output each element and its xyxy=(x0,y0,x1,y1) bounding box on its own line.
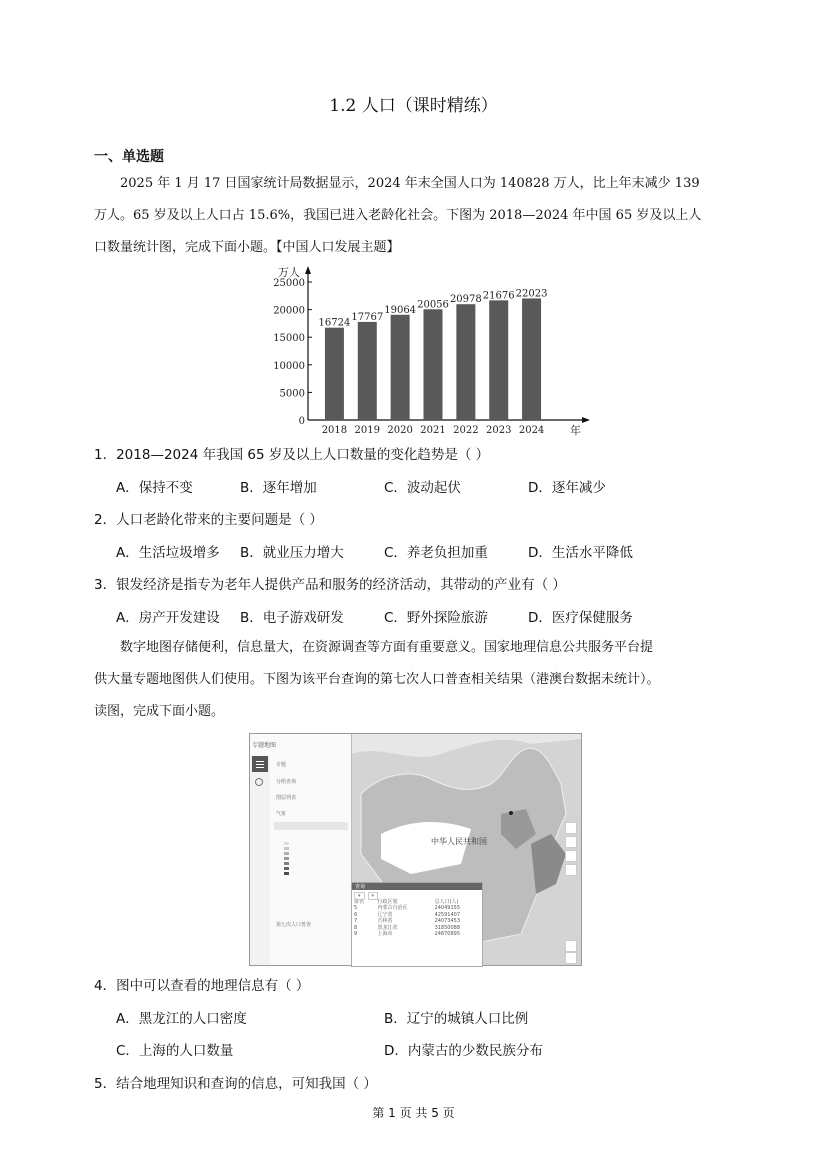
legend-swatch xyxy=(284,867,289,870)
table-header-row: 排名 行政区划 总人口(人) xyxy=(354,899,459,905)
sidebar-header: 专题地图 xyxy=(252,742,277,749)
legend-swatch xyxy=(284,852,289,855)
q3-option-b[interactable]: B．电子游戏研发 xyxy=(240,610,344,626)
passage-1-line: 2025 年 1 月 17 日国家统计局数据显示，2024 年末全国人口为 140828 万人，比上年末减少 139 xyxy=(120,176,700,191)
passage-2-line: 读图，完成下面小题。 xyxy=(94,704,225,719)
zoom-in-button[interactable] xyxy=(565,940,577,952)
data-label: 19064 xyxy=(384,304,417,316)
bar xyxy=(424,309,443,420)
legend-swatch xyxy=(284,872,289,875)
sidebar-item[interactable]: 专题 xyxy=(276,762,287,768)
map-tool-button[interactable] xyxy=(565,850,577,862)
data-label: 20056 xyxy=(417,299,449,311)
bar xyxy=(522,298,541,420)
map-tool-button[interactable] xyxy=(565,836,577,848)
filter-select[interactable]: ▾ xyxy=(354,892,365,900)
map-sidebar xyxy=(250,734,352,965)
passage-2-line: 供大量专题地图供人们使用。下图为该平台查询的第七次人口普查相关结果（港澳台数据未统计）。 xyxy=(94,672,660,687)
panel-title: 查询 xyxy=(352,883,482,890)
map-tool-button[interactable] xyxy=(565,864,577,876)
data-label: 16724 xyxy=(318,317,351,329)
y-tick-label: 20000 xyxy=(273,305,305,317)
map-platform-screenshot xyxy=(249,733,582,966)
y-tick-label: 10000 xyxy=(273,360,305,372)
x-tick-label: 2022 xyxy=(453,425,479,436)
question-1: 1．2018—2024 年我国 65 岁及以上人口数量的变化趋势是（ ） xyxy=(94,447,490,463)
result-table xyxy=(352,899,482,937)
data-label: 17767 xyxy=(351,311,384,323)
table-row[interactable]: 7 吉林省 24073453 xyxy=(354,918,461,925)
query-result-panel xyxy=(351,882,483,967)
x-axis-label: 年 xyxy=(570,424,581,437)
q1-option-d[interactable]: D．逐年减少 xyxy=(528,480,606,496)
country-label: 中华人民共和国 xyxy=(431,837,487,846)
q1-option-b[interactable]: B．逐年增加 xyxy=(240,480,317,496)
bar xyxy=(391,315,410,420)
bar xyxy=(456,304,475,420)
question-2: 2．人口老龄化带来的主要问题是（ ） xyxy=(94,512,323,528)
question-5: 5．结合地理知识和查询的信息，可知我国（ ） xyxy=(94,1076,377,1092)
y-tick-label: 5000 xyxy=(279,388,305,400)
map-tool-button[interactable] xyxy=(565,822,577,834)
sidebar-item-selected[interactable] xyxy=(274,822,348,830)
table-row[interactable]: 5 内蒙古自治区 24049155 xyxy=(354,905,461,912)
data-label: 21676 xyxy=(482,290,515,302)
passage-1-line: 万人。65 岁及以上人口占 15.6%，我国已进入老龄化社会。下图为 2018—2024 年中国 65 岁及以上人 xyxy=(94,208,702,223)
beijing-marker xyxy=(509,811,513,815)
x-tick-label: 2023 xyxy=(485,425,512,436)
search-icon[interactable] xyxy=(255,778,263,786)
data-label: 20978 xyxy=(449,294,482,306)
q1-option-c[interactable]: C．波动起伏 xyxy=(384,480,461,496)
legend-swatch xyxy=(284,847,289,850)
passage-2 xyxy=(94,632,734,728)
bar xyxy=(358,322,377,420)
x-tick-label: 2020 xyxy=(387,425,413,436)
q4-option-c[interactable]: C．上海的人口数量 xyxy=(116,1043,234,1059)
question-4: 4．图中可以查看的地理信息有（ ） xyxy=(94,978,310,994)
table-row[interactable]: 6 辽宁省 42591407 xyxy=(354,911,461,918)
y-tick-label: 15000 xyxy=(273,333,305,345)
q4-option-b[interactable]: B．辽宁的城镇人口比例 xyxy=(384,1011,529,1027)
q3-option-a[interactable]: A．房产开发建设 xyxy=(116,610,220,626)
x-tick-label: 2024 xyxy=(518,425,545,436)
x-tick-label: 2019 xyxy=(354,425,381,436)
page-title: 1.2 人口（课时精练） xyxy=(329,96,498,116)
q3-option-c[interactable]: C．野外探险旅游 xyxy=(384,610,488,626)
x-tick-label: 2021 xyxy=(420,425,446,436)
passage-1-line: 口数量统计图，完成下面小题。【中国人口发展主题】 xyxy=(94,240,400,255)
sidebar-item[interactable]: 第七次人口普查 xyxy=(276,922,312,928)
x-axis-arrow xyxy=(582,417,590,423)
data-label: 22023 xyxy=(515,288,548,300)
section-heading: 一、单选题 xyxy=(94,149,164,165)
y-axis-label: 万人 xyxy=(278,266,300,279)
page-footer: 第 1 页 共 5 页 xyxy=(372,1106,455,1120)
y-axis-arrow xyxy=(305,266,311,274)
y-tick-label: 0 xyxy=(298,416,305,427)
legend-swatch xyxy=(284,857,289,860)
sidebar-icon-bar xyxy=(250,756,270,965)
table-row[interactable]: 9 上海市 24870895 xyxy=(354,931,461,938)
bar xyxy=(325,328,344,420)
sidebar-item[interactable]: 气象 xyxy=(276,811,287,817)
zoom-out-button[interactable] xyxy=(565,952,577,964)
sidebar-item[interactable]: 图层列表 xyxy=(276,795,297,801)
passage-2-line: 数字地图存储便利，信息量大，在资源调查等方面有重要意义。国家地理信息公共服务平台提 xyxy=(120,640,654,655)
q4-option-d[interactable]: D．内蒙古的少数民族分布 xyxy=(384,1043,543,1059)
q2-option-d[interactable]: D．生活水平降低 xyxy=(528,545,633,561)
filter-select[interactable]: ▾ xyxy=(368,892,379,900)
bar xyxy=(489,300,508,420)
bar-chart xyxy=(262,260,581,440)
question-3: 3．银发经济是指专为老年人提供产品和服务的经济活动，其带动的产业有（ ） xyxy=(94,577,566,593)
q3-option-d[interactable]: D．医疗保健服务 xyxy=(528,610,633,626)
q1-option-a[interactable]: A．保持不变 xyxy=(116,480,193,496)
passage-1 xyxy=(94,168,734,264)
legend-swatch xyxy=(284,842,289,845)
y-tick-label: 25000 xyxy=(273,278,305,289)
x-tick-label: 2018 xyxy=(321,425,348,436)
table-row[interactable]: 8 黑龙江省 31850088 xyxy=(354,924,461,931)
query-filters xyxy=(354,892,381,900)
sidebar-item[interactable]: 分组查询 xyxy=(276,779,297,785)
q2-option-a[interactable]: A．生活垃圾增多 xyxy=(116,545,220,561)
q4-option-a[interactable]: A．黑龙江的人口密度 xyxy=(116,1011,247,1027)
q2-option-c[interactable]: C．养老负担加重 xyxy=(384,545,488,561)
legend-swatch xyxy=(284,862,289,865)
layers-icon[interactable] xyxy=(252,756,268,772)
q2-option-b[interactable]: B．就业压力增大 xyxy=(240,545,344,561)
